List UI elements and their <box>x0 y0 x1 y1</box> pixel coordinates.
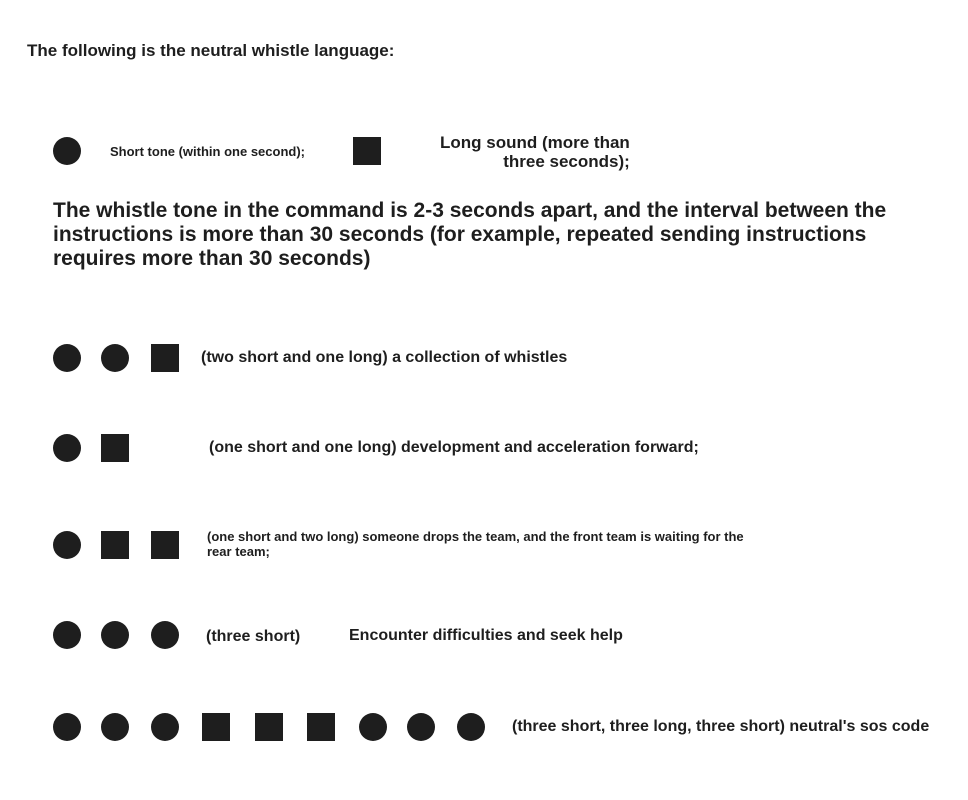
signal-label-advance: (one short and one long) development and acceleration forward; <box>209 439 699 456</box>
signal-label-help: Encounter difficulties and seek help <box>349 627 623 644</box>
long-tone-icon <box>353 137 381 165</box>
legend-short-label: Short tone (within one second); <box>110 144 305 159</box>
long-tone-icon <box>101 531 129 559</box>
page-title: The following is the neutral whistle language: <box>27 41 395 60</box>
short-tone-icon <box>407 713 435 741</box>
long-tone-icon <box>101 434 129 462</box>
timing-note: The whistle tone in the command is 2-3 seconds apart, and the interval between the instructions is more than 30 seconds (for example, repeated sending instructions requires more than 30 seconds) <box>53 199 887 270</box>
legend-long-label-line1: Long sound (more than <box>440 133 630 152</box>
short-tone-icon <box>53 621 81 649</box>
short-tone-icon <box>53 137 81 165</box>
legend-long-label-line2: three seconds); <box>503 152 630 171</box>
short-tone-icon <box>151 621 179 649</box>
signal-label-wait: (one short and two long) someone drops the team, and the front team is waiting for the rear team; <box>207 529 744 559</box>
signal-label-assembly: (two short and one long) a collection of whistles <box>201 349 568 366</box>
short-tone-icon <box>359 713 387 741</box>
long-tone-icon <box>255 713 283 741</box>
short-tone-icon <box>457 713 485 741</box>
short-tone-icon <box>101 713 129 741</box>
long-tone-icon <box>307 713 335 741</box>
short-tone-icon <box>101 344 129 372</box>
long-tone-icon <box>202 713 230 741</box>
legend-long-label <box>440 133 630 171</box>
short-tone-icon <box>101 621 129 649</box>
short-tone-icon <box>151 713 179 741</box>
short-tone-icon <box>53 531 81 559</box>
signal-short-desc: (three short) <box>206 628 301 645</box>
long-tone-icon <box>151 531 179 559</box>
signal-label-sos: (three short, three long, three short) neutral's sos code <box>512 718 930 735</box>
short-tone-icon <box>53 344 81 372</box>
short-tone-icon <box>53 713 81 741</box>
long-tone-icon <box>151 344 179 372</box>
short-tone-icon <box>53 434 81 462</box>
